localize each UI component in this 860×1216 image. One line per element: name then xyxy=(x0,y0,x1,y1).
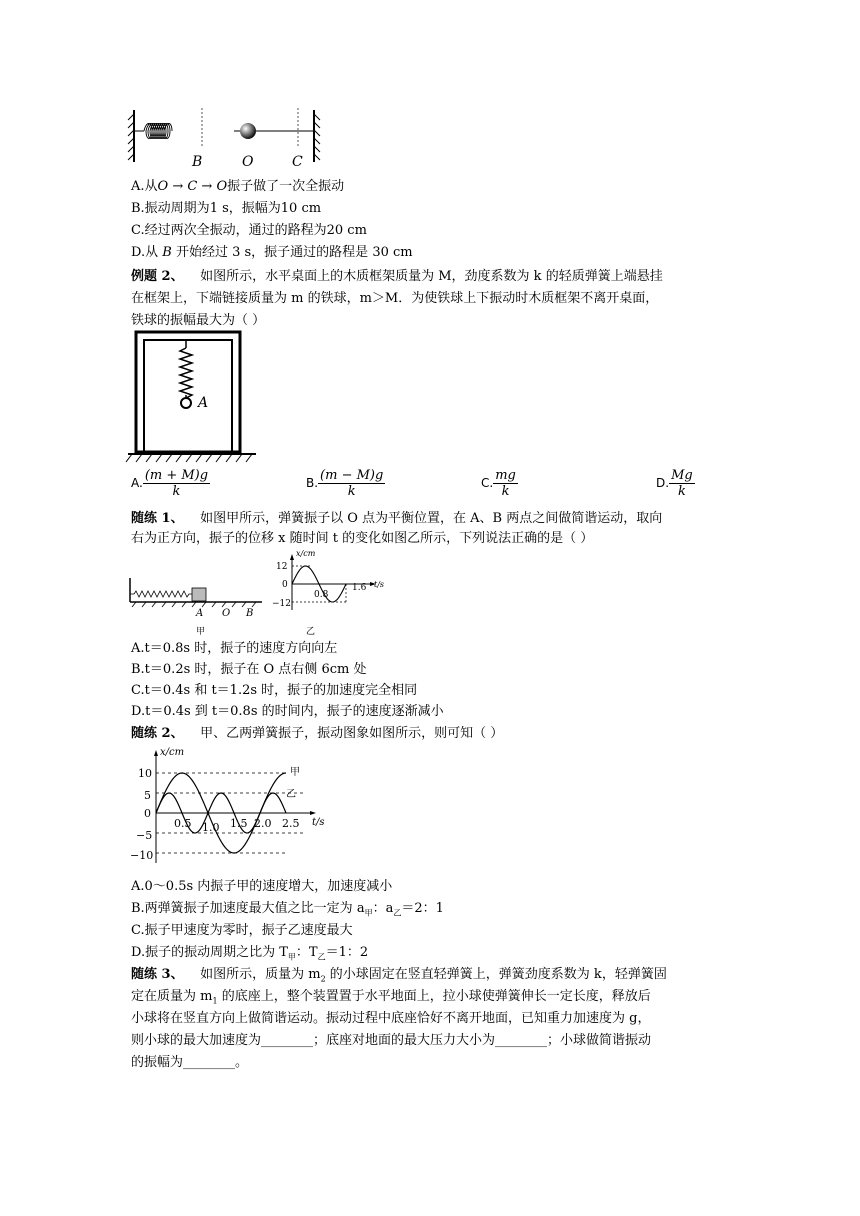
tick-5: 5 xyxy=(144,789,151,802)
p3-line-3: 小球将在竖直方向上做简谐运动。振动过程中底座恰好不离开地面，已知重力加速度为 g， xyxy=(131,1011,651,1026)
tick-12: 12 xyxy=(276,562,288,572)
ex2-option-a: A. $\frac{(m + M)g}{k}$ xyxy=(131,468,209,499)
label-b: B xyxy=(192,154,203,170)
p1-option-a: A.t＝0.8s 时，振子的速度方向向左 xyxy=(131,641,338,656)
p1-option-c: C.t＝0.4s 和 t＝1.2s 时，振子的加速度完全相同 xyxy=(131,683,418,698)
tick-16: 1.6 xyxy=(352,583,367,593)
tick-0: 0 xyxy=(282,580,288,590)
axis-t-label: t/s xyxy=(374,580,385,589)
p3-label: 随练 3、 xyxy=(131,967,184,982)
p2-displacement-chart xyxy=(126,745,336,869)
p2-option-d: D.振子的振动周期之比为 $T_甲$：$T_乙=1$：2 xyxy=(131,945,369,962)
ex2-option-d: D. $\frac{Mg}{k}$ xyxy=(656,468,693,499)
tick-m5: −5 xyxy=(136,829,153,842)
q1-option-b: B.振动周期为1 s，振幅为10 cm xyxy=(131,201,322,216)
oscillator-ball xyxy=(240,123,256,139)
frame-spring-figure xyxy=(128,330,258,468)
svg-text:O: O xyxy=(222,608,231,619)
label-yi: 乙 xyxy=(286,789,296,800)
tick-10: 10 xyxy=(138,767,152,780)
ex2-line-3: 铁球的振幅最大为（ ） xyxy=(131,313,266,328)
ex2-line-2: 在框架上，下端链接质量为 m 的铁球，m＞M．为使铁球上下振动时木质框架不离开桌面， xyxy=(131,291,659,306)
p1-option-d: D.t＝0.4s 到 t＝0.8s 的时间内，振子的速度逐渐减小 xyxy=(131,704,444,719)
tick-08: 0.8 xyxy=(314,590,329,600)
p1-spring-figure xyxy=(126,572,266,638)
q1-option-a: A.从O → C → O振子做了一次全振动 xyxy=(131,179,345,194)
tick-m12: −12 xyxy=(272,599,291,609)
p1-label: 随练 1、 xyxy=(131,511,184,526)
p2-option-c: C.振子甲速度为零时，振子乙速度最大 xyxy=(131,923,353,938)
caption-yi: 乙 xyxy=(306,627,316,637)
q1-option-d: D.从 B 开始经过 3 s，振子通过的路程是 30 cm xyxy=(131,245,413,260)
ball-label-a: A xyxy=(198,395,209,411)
p1-displacement-chart xyxy=(270,550,400,638)
tick-20: 2.0 xyxy=(254,817,272,830)
axis-y-label: x/cm xyxy=(296,549,316,558)
p3-line-4: 则小球的最大加速度为________；底座对地面的最大压力大小为________；小球做简谐振动 xyxy=(131,1033,652,1048)
spring-oscillator-figure xyxy=(126,104,326,172)
p2-option-a: A.0～0.5s 内振子甲的速度增大，加速度减小 xyxy=(131,879,393,894)
axis-t-label: t/s xyxy=(312,817,325,828)
p1-line-1: 随练 1、 如图甲所示，弹簧振子以 O 点为平衡位置，在 A、B 两点之间做简谐运动，取向 xyxy=(131,511,663,526)
p2-label: 随练 2、 xyxy=(131,726,184,741)
p1-block xyxy=(192,588,206,601)
label-c: C xyxy=(292,154,303,170)
ex2-label: 例题 2、 xyxy=(131,269,184,284)
ex2-option-b: B. $\frac{(m - M)g}{k}$ xyxy=(306,468,384,499)
tick-10s: 1.0 xyxy=(202,821,220,834)
iron-ball xyxy=(181,398,191,408)
tick-25: 2.5 xyxy=(282,817,300,830)
p3-line-1: 随练 3、 如图所示，质量为 $m_2$ 的小球固定在竖直轻弹簧上，弹簧劲度系数为 k，轻弹簧固 xyxy=(131,967,667,984)
p1-option-b: B.t＝0.2s 时，振子在 O 点右侧 6cm 处 xyxy=(131,662,367,677)
axis-y-label: x/cm xyxy=(160,747,185,758)
p3-line-5: 的振幅为________。 xyxy=(131,1055,249,1070)
caption-jia: 甲 xyxy=(196,627,206,637)
svg-text:B: B xyxy=(246,608,254,619)
p3-line-2: 定在质量为 $m_1$ 的底座上，整个装置置于水平地面上，拉小球使弹簧伸长一定长度，释放后 xyxy=(131,989,651,1006)
q1-option-c: C.经过两次全振动，通过的路程为20 cm xyxy=(131,223,367,238)
label-jia: 甲 xyxy=(290,767,300,778)
tick-0: 0 xyxy=(144,807,151,820)
tick-15: 1.5 xyxy=(230,817,248,830)
p2-option-b: B.两弹簧振子加速度最大值之比一定为 $a_甲$：$a_乙=2$：1 xyxy=(131,901,444,918)
svg-text:A: A xyxy=(196,608,204,619)
tick-05: 0.5 xyxy=(174,817,192,830)
label-o: O xyxy=(242,154,254,170)
ex2-option-c: C. $\frac{mg}{k}$ xyxy=(481,468,516,499)
p2-line-1: 随练 2、 甲、乙两弹簧振子，振动图象如图所示，则可知（ ） xyxy=(131,726,504,741)
tick-m10: −10 xyxy=(130,849,154,862)
ex2-line-1: 例题 2、 如图所示，水平桌面上的木质框架质量为 M，劲度系数为 k 的轻质弹簧上端悬挂 xyxy=(131,269,663,284)
p1-line-2: 右为正方向，振子的位移 x 随时间 t 的变化如图乙所示，下列说法正确的是（ ） xyxy=(131,531,594,546)
